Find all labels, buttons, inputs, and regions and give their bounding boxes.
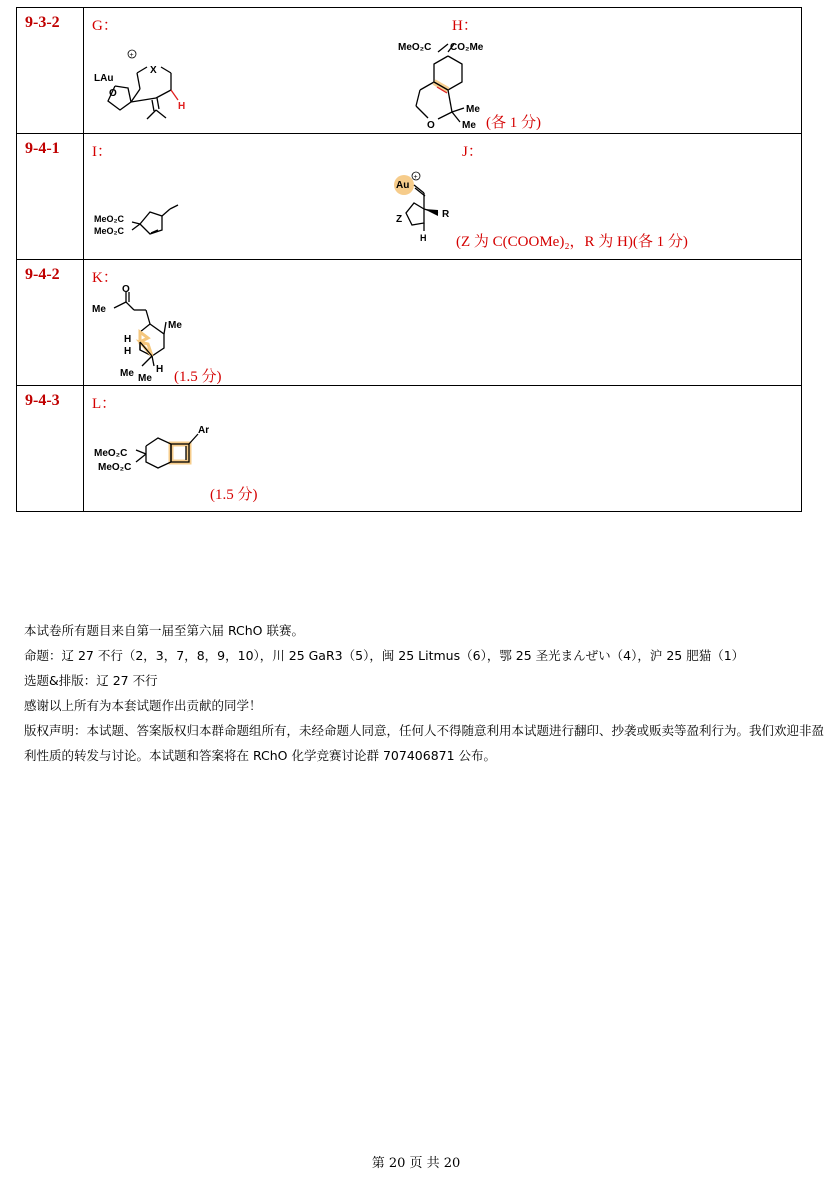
footer-notes [24, 618, 824, 768]
answer-label-g: G： [92, 18, 118, 34]
atom-label: Me [462, 120, 476, 131]
table-row [17, 134, 802, 260]
atom-label: MeO₂C [94, 214, 125, 224]
atom-label: R [442, 209, 450, 220]
structure-i [94, 202, 194, 242]
atom-label: Ar [198, 425, 210, 436]
score-note: (Z 为 C(COOMe)₂，R 为 H)(各 1 分) [456, 234, 688, 250]
atom-label: Z [396, 214, 403, 225]
atom-label: Me [168, 320, 182, 331]
svg-text:+: + [129, 52, 134, 59]
atom-label: MeO₂C [398, 42, 432, 53]
atom-label: Me [138, 373, 152, 384]
score-note: (各 1 分) [486, 115, 541, 131]
question-id: 9-3-2 [17, 8, 84, 134]
answer-cell [84, 8, 802, 134]
atom-label: MeO₂C [94, 448, 128, 459]
answer-label-j: J： [462, 144, 483, 160]
atom-label: Me [120, 368, 134, 379]
table-row [17, 8, 802, 134]
atom-label: X [150, 65, 157, 76]
atom-label: MeO₂C [98, 462, 132, 473]
answer-label-i: I： [92, 144, 112, 160]
copyright-line: 版权声明：本试题、答案版权归本群命题组所有，未经命题人同意，任何人不得随意利用本试题进行翻印、抄袭或贩卖等盈利行为。我们欢迎非盈利性质的转发与讨论。本试题和答案将在 RChO 化学竞赛讨论群 707406871 公布。 [24, 723, 825, 763]
table-row [17, 260, 802, 386]
atom-label: H [124, 346, 132, 357]
authors-line: 命题：辽 27 不行（2，3，7，8，9，10），川 25 GaR3（5），闽 25 Litmus（6），鄂 25 圣光まんぜい（4），沪 25 肥猫（1） [24, 648, 745, 663]
atom-label: O [427, 120, 435, 131]
question-id: 9-4-1 [17, 134, 84, 260]
atom-label: Au [396, 180, 410, 191]
answer-cell [84, 134, 802, 260]
atom-label: O [122, 284, 130, 295]
page-number: 第 20 页 共 20 [371, 1156, 461, 1171]
structure-g [94, 48, 214, 128]
atom-label: O [109, 88, 117, 99]
structure-l [94, 424, 224, 494]
atom-label: LAu [94, 73, 114, 84]
answer-label-l: L： [92, 396, 117, 412]
atom-label: H [156, 364, 164, 375]
atom-label: H [178, 101, 186, 112]
atom-label: MeO₂C [94, 226, 125, 236]
editor-line: 选题&排版：辽 27 不行 [24, 673, 158, 688]
score-note: (1.5 分) [174, 369, 222, 385]
score-note: (1.5 分) [210, 487, 258, 503]
question-id: 9-4-2 [17, 260, 84, 386]
answer-label-h: H： [452, 18, 478, 34]
thanks-line: 感谢以上所有为本套试题作出贡献的同学！ [24, 698, 262, 713]
atom-label: H [124, 334, 132, 345]
answer-cell [84, 260, 802, 386]
table-row [17, 386, 802, 512]
answer-table [16, 7, 802, 512]
source-line: 本试卷所有题目来自第一届至第六届 RChO 联赛。 [24, 623, 304, 638]
answer-label-k: K： [92, 270, 118, 286]
svg-text:+: + [413, 174, 418, 181]
atom-label: Me [92, 304, 106, 315]
atom-label: Me [466, 104, 480, 115]
answer-cell [84, 386, 802, 512]
atom-label: CO₂Me [450, 42, 484, 53]
question-id: 9-4-3 [17, 386, 84, 512]
atom-label: H [420, 233, 427, 243]
